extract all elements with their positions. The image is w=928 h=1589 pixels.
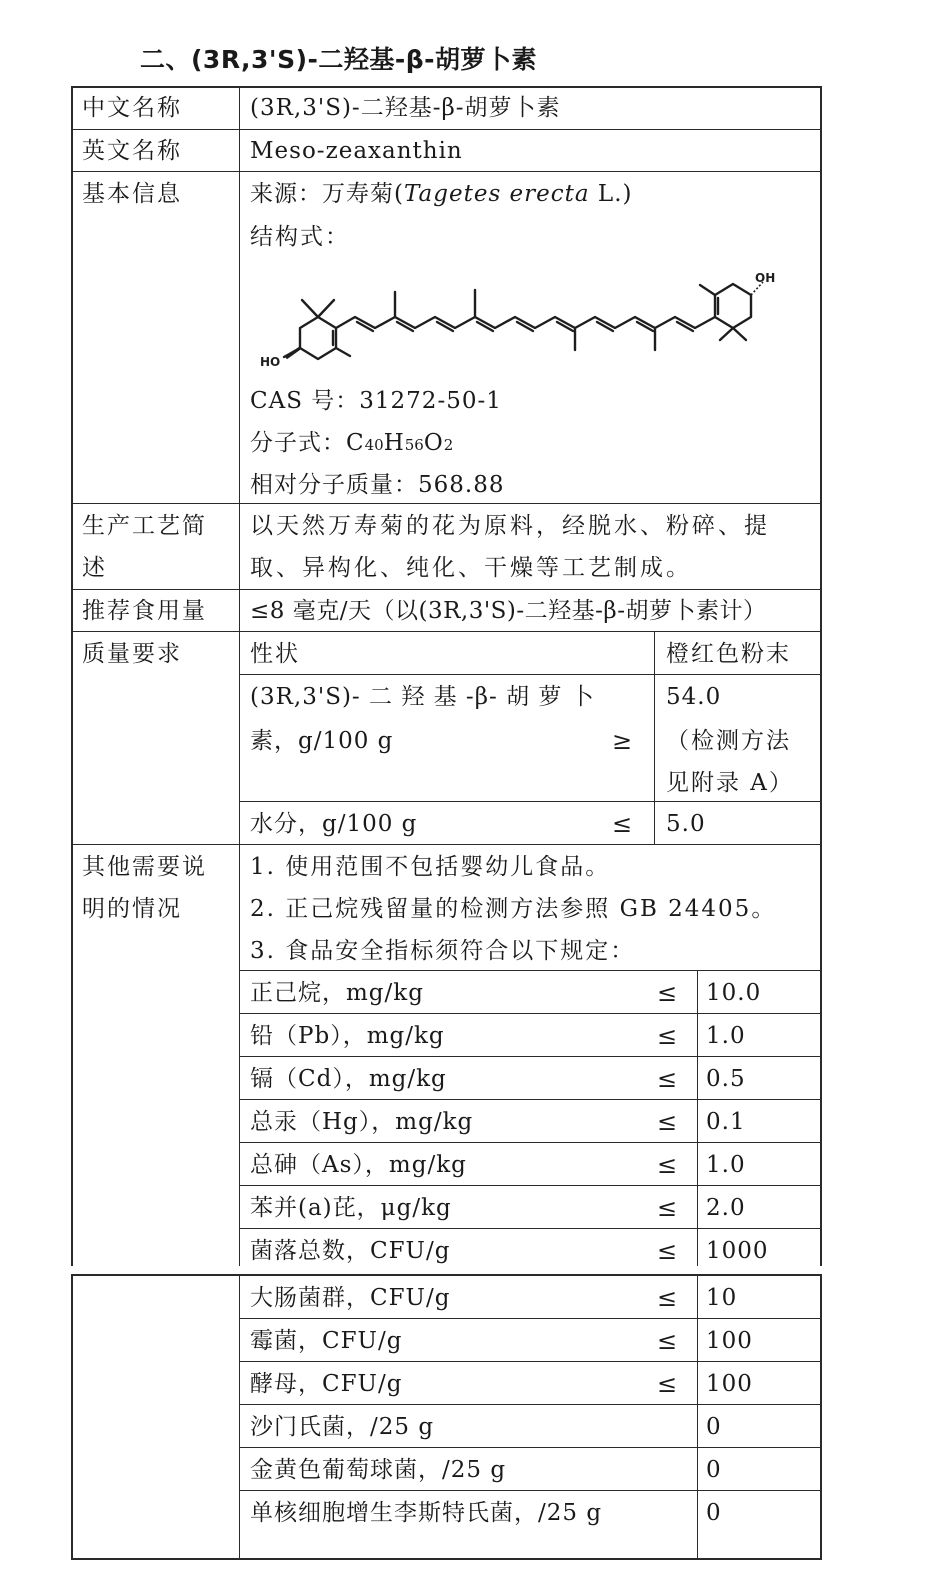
note-2: 2. 正己烷残留量的检测方法参照 GB 24405。	[250, 896, 777, 922]
safety-value: 1000	[706, 1238, 769, 1264]
safety-value: 1.0	[706, 1152, 746, 1178]
label-other-line2: 明的情况	[82, 896, 182, 922]
content-value: 54.0	[666, 684, 722, 710]
safety-item: 霉菌，CFU/g	[250, 1328, 403, 1354]
content-label-line2: 素，g/100 g	[250, 728, 394, 754]
label-process-line2: 述	[82, 555, 107, 581]
safety-item: 总砷（As），mg/kg	[250, 1152, 467, 1178]
content-label-line1: (3R,3'S)- 二 羟 基 -β- 胡 萝 卜	[250, 684, 595, 710]
ho-label-left: HO	[260, 355, 281, 369]
page-title: 二、(3R,3'S)-二羟基-β-胡萝卜素	[140, 45, 538, 74]
process-line1: 以天然万寿菊的花为原料，经脱水、粉碎、提	[250, 513, 770, 539]
label-quality: 质量要求	[82, 641, 182, 667]
label-other-line1: 其他需要说	[82, 854, 207, 880]
note-1: 1. 使用范围不包括婴幼儿食品。	[250, 854, 611, 880]
safety-value: 0.1	[706, 1109, 746, 1135]
moisture-label: 水分，g/100 g	[250, 811, 418, 837]
appearance-label: 性状	[250, 641, 300, 667]
note-3: 3. 食品安全指标须符合以下规定：	[250, 938, 636, 964]
cas-number: CAS 号：31272-50-1	[250, 388, 502, 414]
content-note-line2: 见附录 A）	[666, 770, 794, 796]
structure-diagram	[250, 262, 810, 382]
safety-value: 1.0	[706, 1023, 746, 1049]
safety-operator: ≤	[657, 1284, 678, 1312]
label-dosage: 推荐食用量	[82, 598, 207, 624]
oh-label-right: OH	[755, 271, 776, 285]
safety-operator: ≤	[657, 1327, 678, 1355]
moisture-value: 5.0	[666, 811, 706, 837]
label-basic-info: 基本信息	[82, 181, 182, 207]
cn-name-value: (3R,3'S)-二羟基-β-胡萝卜素	[250, 95, 561, 121]
safety-value: 0	[706, 1414, 722, 1440]
safety-operator: ≤	[657, 1237, 678, 1265]
safety-operator: ≤	[657, 1108, 678, 1136]
safety-value: 0	[706, 1500, 722, 1526]
molecular-formula: 分子式：C40H56O2	[250, 430, 454, 456]
dosage-value: ≤8 毫克/天（以(3R,3'S)-二羟基-β-胡萝卜素计）	[250, 598, 767, 624]
safety-value: 0	[706, 1457, 722, 1483]
en-name-value: Meso-zeaxanthin	[250, 138, 463, 164]
appearance-value: 橙红色粉末	[666, 641, 791, 667]
safety-operator: ≤	[657, 1151, 678, 1179]
safety-item: 菌落总数，CFU/g	[250, 1238, 451, 1264]
safety-item: 苯并(a)芘，μg/kg	[250, 1195, 452, 1221]
safety-value: 10.0	[706, 980, 762, 1006]
safety-operator: ≤	[657, 1194, 678, 1222]
process-line2: 取、异构化、纯化、干燥等工艺制成。	[250, 555, 692, 581]
safety-value: 100	[706, 1328, 753, 1354]
safety-value: 10	[706, 1285, 738, 1311]
safety-operator: ≤	[657, 1370, 678, 1398]
safety-item: 单核细胞增生李斯特氏菌，/25 g	[250, 1500, 603, 1526]
safety-item: 镉（Cd），mg/kg	[250, 1066, 447, 1092]
safety-item: 沙门氏菌，/25 g	[250, 1414, 435, 1440]
safety-operator: ≤	[657, 1065, 678, 1093]
structure-label: 结构式：	[250, 224, 350, 250]
safety-item: 金黄色葡萄球菌，/25 g	[250, 1457, 507, 1483]
safety-value: 0.5	[706, 1066, 746, 1092]
safety-operator: ≤	[657, 1022, 678, 1050]
safety-item: 酵母，CFU/g	[250, 1371, 403, 1397]
safety-value: 2.0	[706, 1195, 746, 1221]
molecular-weight: 相对分子质量：568.88	[250, 472, 505, 498]
content-note-line1: （检测方法	[666, 728, 791, 754]
safety-item: 正己烷，mg/kg	[250, 980, 424, 1006]
source-line: 来源：万寿菊(Tagetes erecta L.)	[250, 181, 633, 207]
moisture-operator: ≤	[612, 810, 633, 838]
safety-item: 铅（Pb），mg/kg	[250, 1023, 445, 1049]
content-operator: ≥	[612, 727, 633, 755]
label-cn-name: 中文名称	[82, 95, 182, 121]
safety-item: 大肠菌群，CFU/g	[250, 1285, 451, 1311]
safety-value: 100	[706, 1371, 753, 1397]
label-en-name: 英文名称	[82, 138, 182, 164]
safety-item: 总汞（Hg），mg/kg	[250, 1109, 474, 1135]
safety-operator: ≤	[657, 979, 678, 1007]
label-process-line1: 生产工艺简	[82, 513, 207, 539]
